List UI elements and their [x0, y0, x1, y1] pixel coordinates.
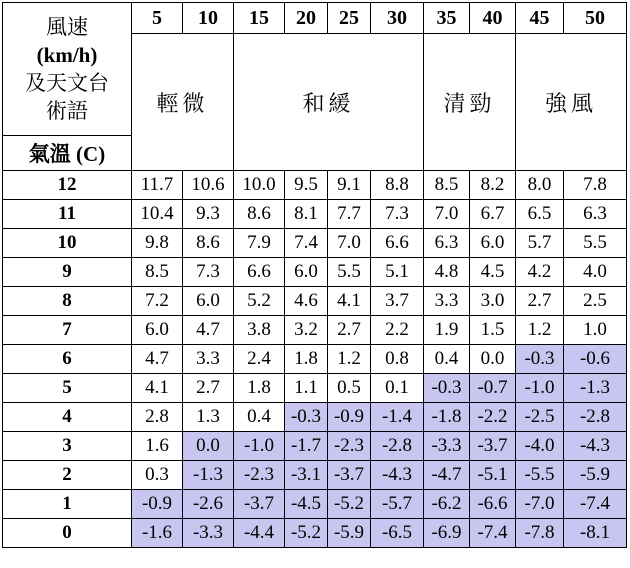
- wind-chill-cell: 0.1: [371, 374, 424, 403]
- wind-chill-cell: 6.6: [371, 229, 424, 258]
- wind-chill-cell: -0.3: [285, 403, 328, 432]
- wind-chill-cell: 1.8: [234, 374, 285, 403]
- temperature-cell: 6: [3, 345, 132, 374]
- wind-chill-cell: -2.3: [328, 432, 371, 461]
- wind-chill-cell: 5.2: [234, 287, 285, 316]
- wind-chill-cell: 1.2: [328, 345, 371, 374]
- temperature-cell: 3: [3, 432, 132, 461]
- wind-chill-cell: -4.3: [371, 461, 424, 490]
- wind-chill-cell: 0.0: [183, 432, 234, 461]
- wind-chill-cell: 6.3: [424, 229, 470, 258]
- wind-chill-cell: -0.3: [424, 374, 470, 403]
- wind-chill-cell: 2.5: [564, 287, 627, 316]
- wind-chill-cell: -4.3: [564, 432, 627, 461]
- wind-chill-cell: -1.6: [132, 519, 183, 548]
- wind-chill-table: [2, 2, 627, 548]
- table-row: [3, 345, 627, 374]
- speed-col-header: 25: [328, 3, 371, 34]
- wind-chill-cell: 1.0: [564, 316, 627, 345]
- wind-chill-cell: -5.7: [371, 490, 424, 519]
- wind-chill-cell: -1.8: [424, 403, 470, 432]
- wind-chill-cell: 10.4: [132, 200, 183, 229]
- wind-chill-cell: 4.8: [424, 258, 470, 287]
- speed-col-header: 15: [234, 3, 285, 34]
- wind-chill-cell: 8.5: [132, 258, 183, 287]
- table-row: [3, 519, 627, 548]
- table-row: [3, 374, 627, 403]
- corner-line-1: 風速: [46, 15, 88, 39]
- wind-chill-cell: 5.7: [516, 229, 564, 258]
- wind-chill-cell: -4.5: [285, 490, 328, 519]
- wind-chill-cell: -3.1: [285, 461, 328, 490]
- wind-chill-cell: 3.7: [371, 287, 424, 316]
- speed-col-header: 20: [285, 3, 328, 34]
- wind-chill-cell: -2.6: [183, 490, 234, 519]
- wind-chill-cell: -7.0: [516, 490, 564, 519]
- wind-chill-cell: 0.5: [328, 374, 371, 403]
- wind-chill-cell: 5.5: [328, 258, 371, 287]
- wind-chill-cell: -0.3: [516, 345, 564, 374]
- wind-chill-cell: 3.3: [183, 345, 234, 374]
- wind-chill-cell: -4.7: [424, 461, 470, 490]
- wind-chill-cell: 4.1: [132, 374, 183, 403]
- wind-chill-cell: -1.3: [183, 461, 234, 490]
- wind-chill-cell: 3.3: [424, 287, 470, 316]
- term-moderate: 和緩: [234, 34, 424, 171]
- term-light: 輕微: [132, 34, 234, 171]
- wind-chill-cell: -2.8: [371, 432, 424, 461]
- wind-chill-cell: -1.0: [234, 432, 285, 461]
- temperature-cell: 5: [3, 374, 132, 403]
- wind-chill-cell: -6.6: [470, 490, 516, 519]
- speed-col-header: 50: [564, 3, 627, 34]
- wind-chill-cell: 6.5: [516, 200, 564, 229]
- wind-chill-cell: 7.7: [328, 200, 371, 229]
- wind-chill-cell: 0.3: [132, 461, 183, 490]
- wind-chill-cell: 1.2: [516, 316, 564, 345]
- wind-chill-cell: 7.0: [424, 200, 470, 229]
- wind-chill-cell: -0.7: [470, 374, 516, 403]
- wind-speed-header: [3, 3, 132, 136]
- wind-chill-cell: 7.8: [564, 171, 627, 200]
- wind-chill-cell: 8.8: [371, 171, 424, 200]
- wind-chill-cell: 8.6: [234, 200, 285, 229]
- wind-chill-cell: 4.7: [132, 345, 183, 374]
- wind-chill-cell: 11.7: [132, 171, 183, 200]
- wind-chill-cell: 4.6: [285, 287, 328, 316]
- wind-chill-cell: 6.3: [564, 200, 627, 229]
- temperature-cell: 1: [3, 490, 132, 519]
- wind-chill-cell: -6.5: [371, 519, 424, 548]
- wind-chill-cell: -2.2: [470, 403, 516, 432]
- temperature-cell: 2: [3, 461, 132, 490]
- wind-chill-cell: -0.9: [132, 490, 183, 519]
- speed-col-header: 40: [470, 3, 516, 34]
- wind-chill-cell: 7.9: [234, 229, 285, 258]
- wind-chill-cell: 2.7: [516, 287, 564, 316]
- wind-chill-cell: 3.0: [470, 287, 516, 316]
- wind-chill-cell: 1.1: [285, 374, 328, 403]
- wind-chill-cell: -3.3: [183, 519, 234, 548]
- table-row: [3, 316, 627, 345]
- wind-chill-cell: -2.3: [234, 461, 285, 490]
- wind-chill-cell: 5.1: [371, 258, 424, 287]
- wind-chill-cell: 0.0: [470, 345, 516, 374]
- speed-col-header: 30: [371, 3, 424, 34]
- wind-chill-cell: 4.2: [516, 258, 564, 287]
- wind-chill-cell: 4.0: [564, 258, 627, 287]
- wind-chill-cell: -1.0: [516, 374, 564, 403]
- wind-chill-cell: 1.5: [470, 316, 516, 345]
- wind-chill-cell: 7.4: [285, 229, 328, 258]
- wind-chill-cell: -5.9: [328, 519, 371, 548]
- wind-chill-cell: -0.6: [564, 345, 627, 374]
- corner-line-4: 術語: [46, 99, 88, 123]
- wind-chill-cell: 7.2: [132, 287, 183, 316]
- term-fresh: 清勁: [424, 34, 516, 171]
- wind-chill-cell: 7.3: [183, 258, 234, 287]
- speed-col-header: 45: [516, 3, 564, 34]
- wind-chill-cell: 0.4: [234, 403, 285, 432]
- wind-chill-cell: 2.2: [371, 316, 424, 345]
- wind-chill-cell: -0.9: [328, 403, 371, 432]
- wind-chill-cell: 4.1: [328, 287, 371, 316]
- wind-chill-cell: 9.3: [183, 200, 234, 229]
- table-row: [3, 403, 627, 432]
- wind-chill-cell: -5.5: [516, 461, 564, 490]
- speed-col-header: 35: [424, 3, 470, 34]
- table-row: [3, 258, 627, 287]
- wind-chill-cell: -7.8: [516, 519, 564, 548]
- wind-chill-cell: 6.0: [470, 229, 516, 258]
- wind-chill-cell: -1.7: [285, 432, 328, 461]
- wind-chill-cell: 1.9: [424, 316, 470, 345]
- temperature-cell: 12: [3, 171, 132, 200]
- wind-chill-cell: -2.5: [516, 403, 564, 432]
- wind-chill-cell: -4.0: [516, 432, 564, 461]
- speed-header-row: [3, 3, 627, 34]
- wind-chill-cell: -1.4: [371, 403, 424, 432]
- wind-chill-cell: 10.6: [183, 171, 234, 200]
- wind-chill-cell: -5.2: [328, 490, 371, 519]
- wind-chill-cell: 2.7: [183, 374, 234, 403]
- table-row: [3, 200, 627, 229]
- wind-chill-cell: 1.8: [285, 345, 328, 374]
- wind-chill-cell: 8.2: [470, 171, 516, 200]
- wind-chill-cell: 2.8: [132, 403, 183, 432]
- wind-chill-cell: -3.7: [234, 490, 285, 519]
- wind-chill-cell: -6.2: [424, 490, 470, 519]
- wind-chill-cell: 1.6: [132, 432, 183, 461]
- temperature-cell: 9: [3, 258, 132, 287]
- wind-chill-cell: 8.0: [516, 171, 564, 200]
- table-row: [3, 171, 627, 200]
- speed-col-header: 5: [132, 3, 183, 34]
- corner-line-2: (km/h): [36, 43, 98, 67]
- wind-chill-cell: 1.3: [183, 403, 234, 432]
- wind-chill-cell: -4.4: [234, 519, 285, 548]
- wind-chill-cell: 8.6: [183, 229, 234, 258]
- wind-chill-cell: 9.1: [328, 171, 371, 200]
- table-row: [3, 432, 627, 461]
- temperature-cell: 0: [3, 519, 132, 548]
- wind-chill-cell: 9.5: [285, 171, 328, 200]
- table-row: [3, 287, 627, 316]
- speed-col-header: 10: [183, 3, 234, 34]
- wind-chill-cell: -7.4: [470, 519, 516, 548]
- wind-chill-cell: -6.9: [424, 519, 470, 548]
- wind-chill-cell: -2.8: [564, 403, 627, 432]
- wind-chill-cell: 0.8: [371, 345, 424, 374]
- temperature-header: 氣溫 (C): [3, 136, 132, 171]
- wind-chill-cell: -1.3: [564, 374, 627, 403]
- term-strong: 強風: [516, 34, 627, 171]
- wind-chill-cell: 2.4: [234, 345, 285, 374]
- wind-chill-cell: -3.7: [470, 432, 516, 461]
- wind-chill-cell: 3.2: [285, 316, 328, 345]
- wind-chill-cell: 4.7: [183, 316, 234, 345]
- temperature-cell: 7: [3, 316, 132, 345]
- wind-chill-cell: 0.4: [424, 345, 470, 374]
- corner-line-3: 及天文台: [25, 71, 109, 95]
- temperature-cell: 4: [3, 403, 132, 432]
- table-row: [3, 490, 627, 519]
- temperature-cell: 10: [3, 229, 132, 258]
- wind-chill-cell: -5.1: [470, 461, 516, 490]
- table-row: [3, 229, 627, 258]
- temperature-cell: 8: [3, 287, 132, 316]
- wind-chill-cell: 2.7: [328, 316, 371, 345]
- wind-chill-cell: 8.1: [285, 200, 328, 229]
- wind-chill-cell: -3.3: [424, 432, 470, 461]
- wind-chill-cell: -7.4: [564, 490, 627, 519]
- wind-chill-cell: 4.5: [470, 258, 516, 287]
- wind-chill-cell: -5.2: [285, 519, 328, 548]
- wind-chill-cell: 5.5: [564, 229, 627, 258]
- wind-chill-cell: -5.9: [564, 461, 627, 490]
- wind-chill-cell: 9.8: [132, 229, 183, 258]
- wind-chill-cell: -8.1: [564, 519, 627, 548]
- wind-chill-cell: 6.7: [470, 200, 516, 229]
- wind-chill-cell: 10.0: [234, 171, 285, 200]
- wind-chill-cell: 6.6: [234, 258, 285, 287]
- wind-chill-cell: 8.5: [424, 171, 470, 200]
- table-row: [3, 461, 627, 490]
- wind-chill-cell: 6.0: [285, 258, 328, 287]
- wind-chill-cell: 6.0: [183, 287, 234, 316]
- wind-chill-cell: 7.3: [371, 200, 424, 229]
- wind-chill-cell: 3.8: [234, 316, 285, 345]
- temperature-cell: 11: [3, 200, 132, 229]
- wind-chill-cell: 6.0: [132, 316, 183, 345]
- wind-chill-cell: -3.7: [328, 461, 371, 490]
- wind-chill-cell: 7.0: [328, 229, 371, 258]
